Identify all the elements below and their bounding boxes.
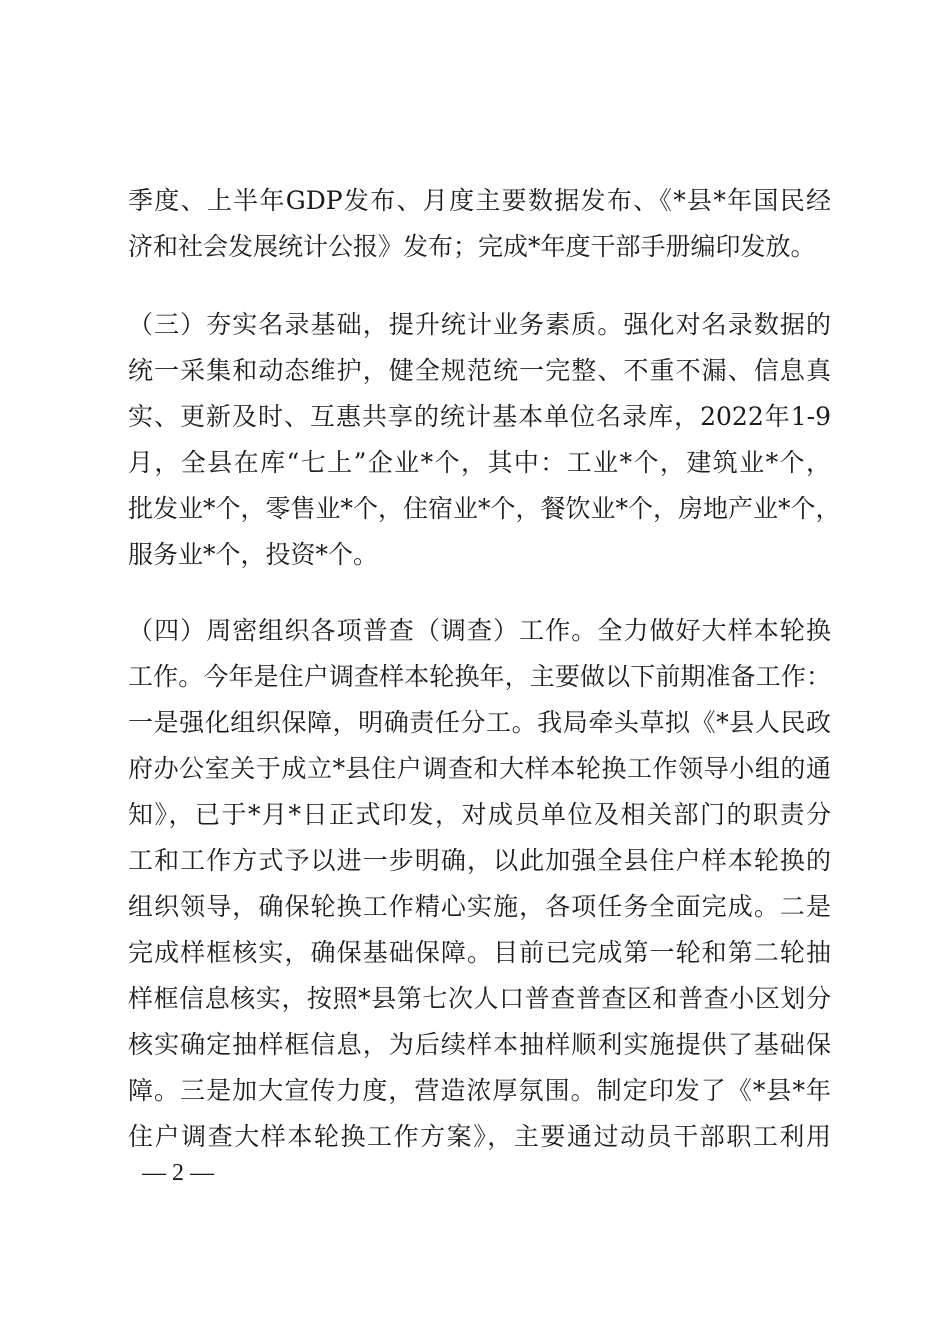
text-line: 一是强化组织保障，明确责任分工。我局牵头草拟《*县人民政: [128, 708, 831, 737]
text-line: 服务业*个，投资*个。: [128, 540, 379, 569]
text-line: 季度、上半年GDP发布、月度主要数据发布、《*县*年国民经: [128, 186, 831, 215]
text-line: 住户调查大样本轮换工作方案》，主要通过动员干部职工利用: [128, 1122, 831, 1151]
text-line: 月，全县在库“七上”企业*个，其中：工业*个，建筑业*个，: [128, 448, 831, 477]
text-line: 组织领导，确保轮换工作精心实施，各项任务全面完成。二是: [128, 892, 831, 921]
text-line: 府办公室关于成立*县住户调查和大样本轮换工作领导小组的通: [128, 754, 831, 783]
text-line: 实、更新及时、互惠共享的统计基本单位名录库，2022年1-9: [128, 402, 831, 431]
section-heading-line: （三）夯实名录基础，提升统计业务素质。强化对名录数据的: [128, 310, 831, 339]
text-line: 工和工作方式予以进一步明确，以此加强全县住户样本轮换的: [128, 846, 831, 875]
text-line: 统一采集和动态维护，健全规范统一完整、不重不漏、信息真: [128, 356, 831, 385]
section-heading-line: （四）周密组织各项普查（调查）工作。全力做好大样本轮换: [128, 616, 831, 645]
text-line: 完成样框核实，确保基础保障。目前已完成第一轮和第二轮抽: [128, 938, 831, 967]
page-number: — 2 —: [142, 1160, 214, 1186]
text-line: 济和社会发展统计公报》发布；完成*年度干部手册编印发放。: [128, 232, 816, 261]
text-line: 批发业*个，零售业*个，住宿业*个，餐饮业*个，房地产业*个，: [128, 494, 841, 523]
text-line: 障。三是加大宣传力度，营造浓厚氛围。制定印发了《*县*年: [128, 1076, 831, 1105]
text-line: 工作。今年是住户调查样本轮换年，主要做以下前期准备工作：: [128, 662, 831, 691]
text-line: 核实确定抽样框信息，为后续样本抽样顺利实施提供了基础保: [128, 1030, 831, 1059]
text-line: 样框信息核实，按照*县第七次人口普查普查区和普查小区划分: [128, 984, 831, 1013]
text-line: 知》，已于*月*日正式印发，对成员单位及相关部门的职责分: [128, 800, 831, 829]
